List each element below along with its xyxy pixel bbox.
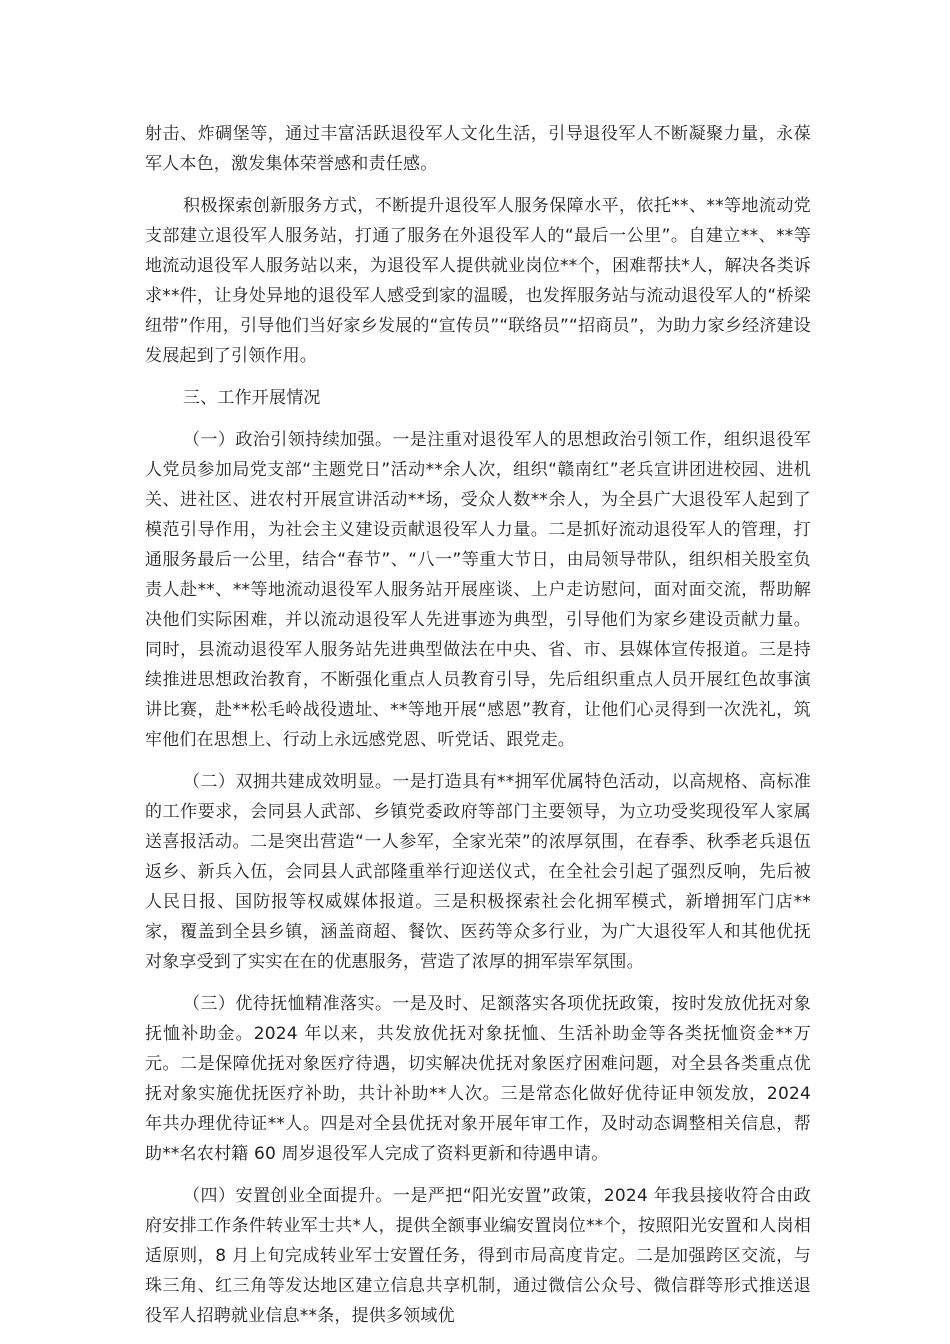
paragraph-preferential-treatment: （三）优待抚恤精准落实。一是及时、足额落实各项优抚政策，按时发放优抚对象抚恤补助金。2024 年以来，共发放优抚对象抚恤、生活补助金等各类抚恤资金**万元。二是保障优抚对象医疗待遇，切实解决优抚对象医疗困难问题，对全县各类重点优抚对象实施优抚医疗补助，共计补助**人次。三是常态化做好优待证申领发放，2024 年共办理优待证**人。四是对全县优抚对象开展年审工作，及时动态调整相关信息，帮助**名农村籍 60 周岁退役军人完成了资料更新和待遇申请。 — [145, 994, 811, 1164]
paragraph-double-support: （二）双拥共建成效明显。一是打造具有**拥军优属特色活动，以高规格、高标准的工作要求，会同县人武部、乡镇党委政府等部门主要领导，为立功受奖现役军人家属送喜报活动。二是突出营造“一人参军，全家光荣”的浓厚氛围，在春季、秋季老兵退伍返乡、新兵入伍，会同县人武部隆重举行迎送仪式，在全社会引起了强烈反响，先后被人民日报、国防报等权威媒体报道。三是积极探索社会化拥军模式，新增拥军门店**家，覆盖到全县乡镇，涵盖商超、餐饮、医药等众多行业，为广大退役军人和其他优抚对象享受到了实实在在的优惠服务，营造了浓厚的拥军崇军氛围。 — [145, 772, 811, 972]
section-heading: 三、工作开展情况 — [183, 388, 321, 408]
paragraph-continuation: 射击、炸碉堡等，通过丰富活跃退役军人文化生活，引导退役军人不断凝聚力量，永葆军人本色，激发集体荣誉感和责任感。 — [145, 124, 811, 174]
paragraph-resettlement: （四）安置创业全面提升。一是严把“阳光安置”政策，2024 年我县接收符合由政府安排工作条件转业军士共*人，提供全额事业编安置岗位**个，按照阳光安置和人岗相适原则，8 月上旬完成转业军士安置任务，得到市局高度肯定。二是加强跨区交流，与珠三角、红三角等发达地区建立信息共享机制，通过微信公众号、微信群等形式推送退役军人招聘就业信息**条，提供多领域优 — [145, 1186, 811, 1326]
paragraph-service-innovation: 积极探索创新服务方式，不断提升退役军人服务保障水平，依托**、**等地流动党支部建立退役军人服务站，打通了服务在外退役军人的“最后一公里”。自建立**、**等地流动退役军人服务站以来，为退役军人提供就业岗位**个，困难帮扶*人，解决各类诉求**件，让身处异地的退役军人感受到家的温暖，也发挥服务站与流动退役军人的“桥梁纽带”作用，引导他们当好家乡发展的“宣传员”“联络员”“招商员”，为助力家乡经济建设发展起到了引领作用。 — [145, 196, 811, 366]
paragraph-political-guidance: （一）政治引领持续加强。一是注重对退役军人的思想政治引领工作，组织退役军人党员参加局党支部“主题党日”活动**余人次，组织“赣南红”老兵宣讲团进校园、进机关、进社区、进农村开展宣讲活动**场，受众人数**余人，为全县广大退役军人起到了模范引导作用，为社会主义建设贡献退役军人力量。二是抓好流动退役军人的管理，打通服务最后一公里，结合“春节”、“八一”等重大节日，由局领导带队，组织相关股室负责人赴**、**等地流动退役军人服务站开展座谈、上户走访慰问，面对面交流，帮助解决他们实际困难，并以流动退役军人先进事迹为典型，引导他们为家乡建设贡献力量。同时，县流动退役军人服务站先进典型做法在中央、省、市、县媒体宣传报道。三是持续推进思想政治教育，不断强化重点人员教育引导，先后组织重点人员开展红色故事演讲比赛，赴**松毛岭战役遗址、**等地开展“感恩”教育，让他们心灵得到一次洗礼，筑牢他们在思想上、行动上永远感党恩、听党话、跟党走。 — [145, 430, 811, 750]
document-page — [145, 119, 811, 1343]
